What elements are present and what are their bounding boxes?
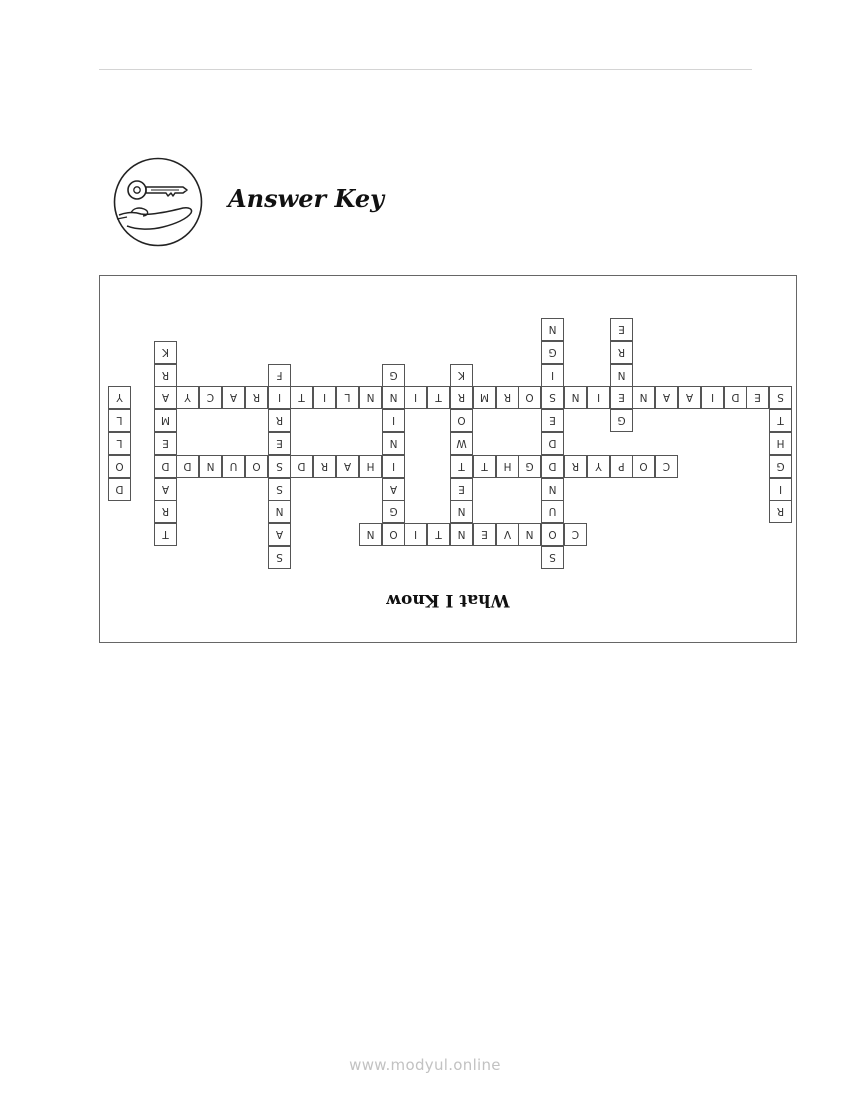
crossword-cell: L — [108, 432, 131, 455]
crossword-cell: T — [769, 409, 792, 432]
crossword-cell: T — [427, 523, 450, 546]
crossword-cell: T — [290, 386, 313, 409]
crossword-cell: S — [541, 386, 564, 409]
crossword-cell: R — [564, 455, 587, 478]
crossword-cell: G — [610, 409, 633, 432]
crossword-cell: T — [154, 523, 177, 546]
crossword-cell: A — [154, 478, 177, 501]
crossword-cell: Y — [587, 455, 610, 478]
crossword-cell: I — [587, 386, 610, 409]
crossword-cell: A — [154, 386, 177, 409]
crossword-cell: I — [404, 523, 427, 546]
crossword-cell: R — [496, 386, 519, 409]
crossword-cell: H — [359, 455, 382, 478]
crossword-cell: L — [336, 386, 359, 409]
crossword-cell: S — [541, 546, 564, 569]
crossword-cell: O — [450, 409, 473, 432]
crossword-cell: N — [382, 432, 405, 455]
crossword-cell: N — [632, 386, 655, 409]
page-title: Answer Key — [228, 184, 385, 213]
crossword-cell: O — [632, 455, 655, 478]
crossword-cell: D — [108, 478, 131, 501]
crossword-cell: I — [382, 455, 405, 478]
crossword-cell: T — [427, 386, 450, 409]
crossword-cell: I — [268, 386, 291, 409]
crossword-cell: G — [382, 364, 405, 387]
crossword-cell: N — [610, 364, 633, 387]
crossword-cell: I — [313, 386, 336, 409]
crossword-cell: C — [199, 386, 222, 409]
crossword-cell: T — [450, 455, 473, 478]
crossword-cell: A — [268, 523, 291, 546]
crossword-cell: D — [176, 455, 199, 478]
crossword-cell: R — [154, 500, 177, 523]
crossword-cell: N — [541, 318, 564, 341]
crossword-cell: E — [541, 409, 564, 432]
crossword-cell: N — [359, 386, 382, 409]
crossword-cell: F — [268, 364, 291, 387]
crossword-cell: O — [245, 455, 268, 478]
crossword-cell: O — [541, 523, 564, 546]
crossword-cell: N — [359, 523, 382, 546]
crossword-cell: E — [610, 318, 633, 341]
crossword-cell: G — [382, 500, 405, 523]
crossword-cell: R — [245, 386, 268, 409]
crossword-cell: R — [610, 341, 633, 364]
crossword-cell: I — [769, 478, 792, 501]
crossword-cell: E — [610, 386, 633, 409]
crossword-cell: N — [518, 523, 541, 546]
crossword-cell: R — [154, 364, 177, 387]
crossword-cell: I — [382, 409, 405, 432]
crossword-cell: I — [541, 364, 564, 387]
crossword-cell: T — [473, 455, 496, 478]
crossword-cell: S — [769, 386, 792, 409]
crossword-cell: H — [496, 455, 519, 478]
crossword-cell: I — [701, 386, 724, 409]
crossword-cell: Y — [108, 386, 131, 409]
crossword-cell: E — [450, 478, 473, 501]
crossword-cell: C — [655, 455, 678, 478]
crossword-cell: C — [564, 523, 587, 546]
crossword-cell: G — [518, 455, 541, 478]
crossword-cell: Y — [176, 386, 199, 409]
crossword-cell: A — [655, 386, 678, 409]
crossword-cell: M — [154, 409, 177, 432]
crossword-cell: E — [268, 432, 291, 455]
crossword-cell: D — [290, 455, 313, 478]
crossword-cell: S — [268, 455, 291, 478]
crossword-cell: D — [541, 432, 564, 455]
crossword-cell: N — [450, 500, 473, 523]
crossword-cell: H — [769, 432, 792, 455]
crossword-cell: N — [382, 386, 405, 409]
crossword-cell: R — [268, 409, 291, 432]
crossword-cell: D — [154, 455, 177, 478]
footer-watermark: www.modyul.online — [349, 1056, 501, 1074]
crossword-cell: P — [610, 455, 633, 478]
crossword-cell: D — [541, 455, 564, 478]
crossword-cell: W — [450, 432, 473, 455]
crossword-cell: R — [450, 386, 473, 409]
crossword-cell: G — [769, 455, 792, 478]
crossword-cell: S — [268, 546, 291, 569]
crossword-cell: A — [222, 386, 245, 409]
crossword-cell: L — [108, 409, 131, 432]
crossword-cell: U — [222, 455, 245, 478]
crossword-cell: D — [724, 386, 747, 409]
crossword-cell: E — [154, 432, 177, 455]
crossword-cell: K — [450, 364, 473, 387]
crossword-cell: N — [268, 500, 291, 523]
crossword-cell: E — [473, 523, 496, 546]
crossword-cell: I — [404, 386, 427, 409]
crossword-cell: R — [313, 455, 336, 478]
crossword-cell: M — [473, 386, 496, 409]
crossword-cell: E — [746, 386, 769, 409]
crossword-cell: O — [518, 386, 541, 409]
crossword-cell: A — [678, 386, 701, 409]
crossword-cell: K — [154, 341, 177, 364]
crossword-cell: U — [541, 500, 564, 523]
crossword-cell: N — [450, 523, 473, 546]
crossword-cell: N — [541, 478, 564, 501]
crossword-cell: G — [541, 341, 564, 364]
puzzle-title: What I Know — [386, 590, 510, 610]
crossword-cell: O — [382, 523, 405, 546]
crossword-cell: O — [108, 455, 131, 478]
crossword-cell: N — [564, 386, 587, 409]
crossword-cell: R — [769, 500, 792, 523]
crossword-cell: V — [496, 523, 519, 546]
crossword-cell: N — [199, 455, 222, 478]
crossword-cell: S — [268, 478, 291, 501]
crossword-cell: A — [382, 478, 405, 501]
crossword-cell: A — [336, 455, 359, 478]
